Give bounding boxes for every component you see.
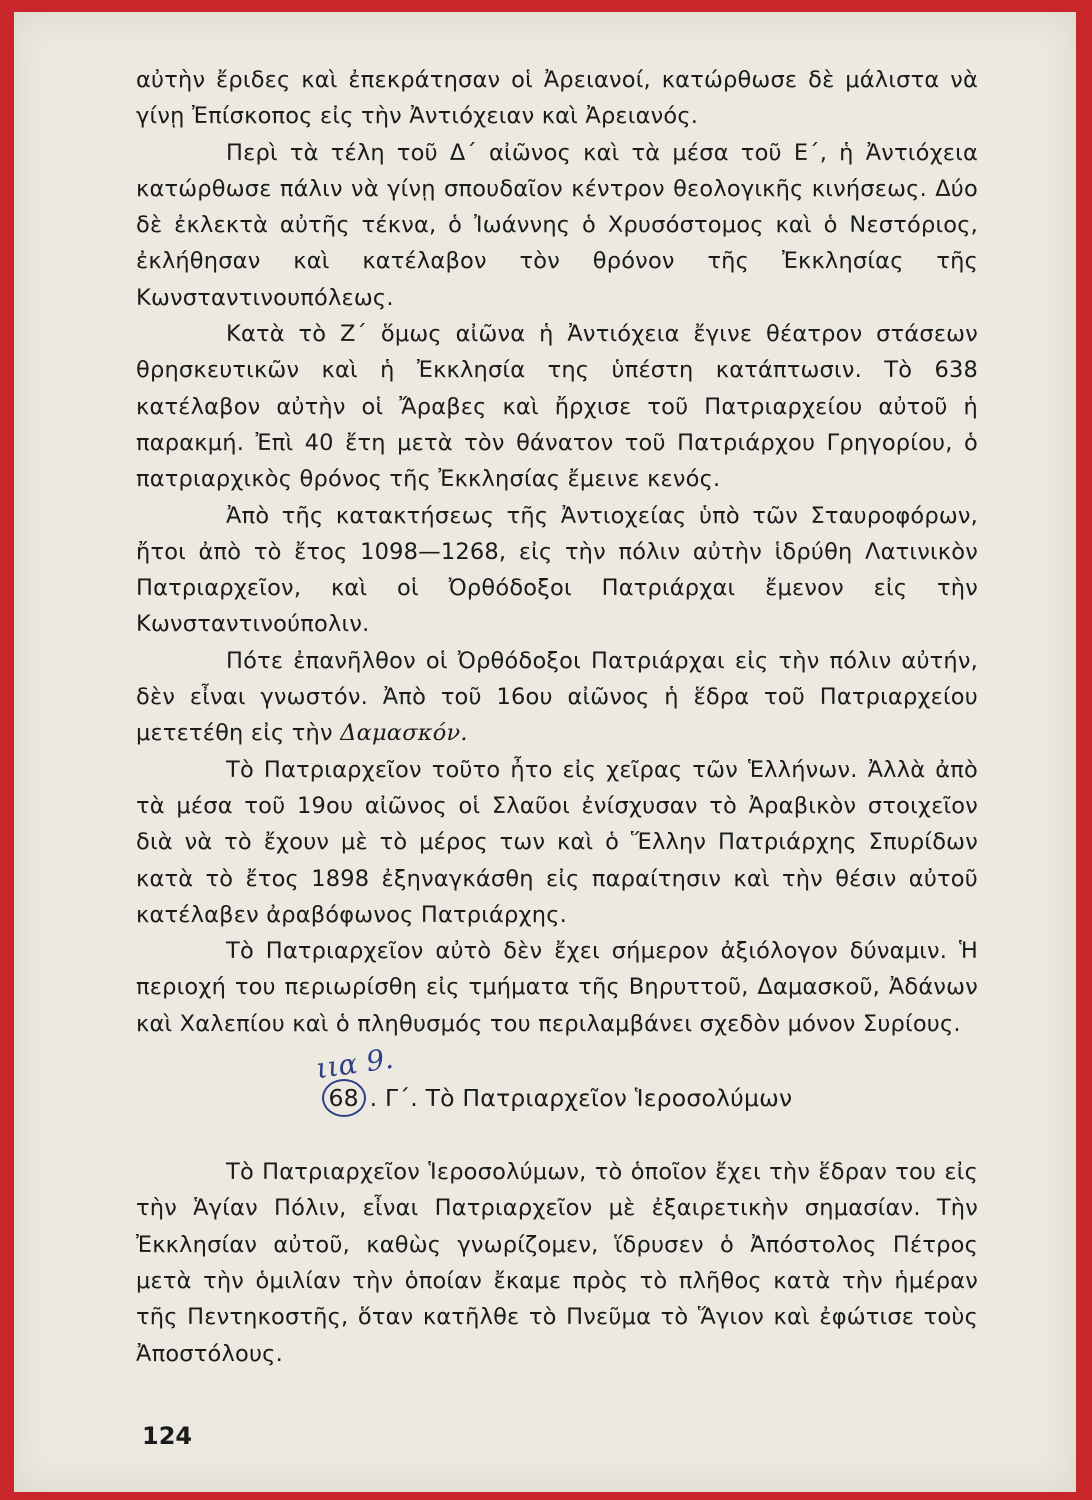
paragraph-7: Τὸ Πατριαρχεῖον αὐτὸ δὲν ἔχει σήμερον ἀξιόλογον δύναμιν. Ἡ περιοχή του περιωρίσθη εἰς τμήματα τῆς Βηρυττοῦ, Δαμασκοῦ, Ἀδάνων καὶ Χαλεπίου καὶ ὁ πληθυσμός του περιλαμβάνει σχεδὸν μόνον Συρίους. xyxy=(136,938,978,1037)
body-text xyxy=(136,62,978,1372)
section-title: . Γ΄. Τὸ Πατριαρχεῖον Ἱεροσολύμων xyxy=(369,1084,793,1113)
paragraph-4: Ἀπὸ τῆς κατακτήσεως τῆς Ἀντιοχείας ὑπὸ τῶν Σταυροφόρων, ἤτοι ἀπὸ τὸ ἔτος 1098—1268, εἰς τὴν πόλιν αὐτὴν ἱδρύθη Λατινικὸν Πατριαρχεῖον, καὶ οἱ Ὀρθόδοξοι Πατριάρχαι ἔμενον εἰς τὴν Κωνσταντινούπολιν. xyxy=(136,502,978,638)
paragraph-1: αὐτὴν ἔριδες καὶ ἐπεκράτησαν οἱ Ἀρειανοί, κατώρθωσε δὲ μάλιστα νὰ γίνῃ Ἐπίσκοπος εἰς τὴν Ἀντιόχειαν καὶ Ἀρειανός. xyxy=(136,67,978,130)
paragraph-5-text: Πότε ἐπανῆλθον οἱ Ὀρθόδοξοι Πατριάρχαι εἰς τὴν πόλιν αὐτήν, δὲν εἶναι γνωστόν. Ἀπὸ τοῦ 16ου αἰῶνος ἡ ἕδρα τοῦ Πατριαρχείου μετετέθη εἰς τὴν xyxy=(136,647,978,747)
page-number: 124 xyxy=(142,1422,193,1450)
italic-word: Δαμασκόν. xyxy=(340,720,468,747)
book-page xyxy=(14,12,1076,1492)
section-heading xyxy=(136,1041,978,1118)
section-number-circled: 68 xyxy=(322,1079,366,1117)
paragraph-5 xyxy=(136,643,978,752)
paragraph-3: Κατὰ τὸ Ζ΄ ὅμως αἰῶνα ἡ Ἀντιόχεια ἔγινε θέατρον στάσεων θρησκευτικῶν καὶ ἡ Ἐκκλησία της ὑπέστη κατάπτωσιν. Τὸ 638 κατέλαβον αὐτὴν οἱ Ἄραβες καὶ ἤρχισε τοῦ Πατριαρχείου αὐτοῦ ἡ παρακμή. Ἐπὶ 40 ἔτη μετὰ τὸν θάνατον τοῦ Πατριάρχου Γρηγορίου, ὁ πατριαρχικὸς θρόνος τῆς Ἐκκλησίας ἔμεινε κενός. xyxy=(136,321,978,493)
paragraph-2: Περὶ τὰ τέλη τοῦ Δ΄ αἰῶνος καὶ τὰ μέσα τοῦ Ε΄, ἡ Ἀντιόχεια κατώρθωσε πάλιν νὰ γίνῃ σπουδαῖον κέντρον θεολογικῆς κινήσεως. Δύο δὲ ἐκλεκτὰ αὐτῆς τέκνα, ὁ Ἰωάννης ὁ Χρυσόστομος καὶ ὁ Νεστόριος, ἐκλήθησαν καὶ κατέλαβον τὸν θρόνον τῆς Ἐκκλησίας τῆς Κωνσταντινουπόλεως. xyxy=(136,139,978,311)
paragraph-8: Τὸ Πατριαρχεῖον Ἱεροσολύμων, τὸ ὁποῖον ἔχει τὴν ἕδραν του εἰς τὴν Ἁγίαν Πόλιν, εἶναι Πατριαρχεῖον μὲ ἐξαιρετικὴν σημασίαν. Τὴν Ἐκκλησίαν αὐτοῦ, καθὼς γνωρίζομεν, ἵδρυσεν ὁ Ἀπόστολος Πέτρος μετὰ τὴν ὁμιλίαν τὴν ὁποίαν ἔκαμε πρὸς τὸ πλῆθος κατὰ τὴν ἡμέραν τῆς Πεντηκοστῆς, ὅταν κατῆλθε τὸ Πνεῦμα τὸ Ἅγιον καὶ ἐφώτισε τοὺς Ἀποστόλους. xyxy=(136,1159,978,1367)
handwritten-note: ιια 9. xyxy=(314,1041,396,1086)
paragraph-6: Τὸ Πατριαρχεῖον τοῦτο ἦτο εἰς χεῖρας τῶν Ἑλλήνων. Ἀλλὰ ἀπὸ τὰ μέσα τοῦ 19ου αἰῶνος οἱ Σλαῦοι ἐνίσχυσαν τὸ Ἀραβικὸν στοιχεῖον διὰ νὰ τὸ ἔχουν μὲ τὸ μέρος των καὶ ὁ Ἕλλην Πατριάρχης Σπυρίδων κατὰ τὸ ἔτος 1898 ἐξηναγκάσθη εἰς παραίτησιν καὶ τὴν θέσιν αὐτοῦ κατέλαβεν ἀραβόφωνος Πατριάρχης. xyxy=(136,756,978,928)
